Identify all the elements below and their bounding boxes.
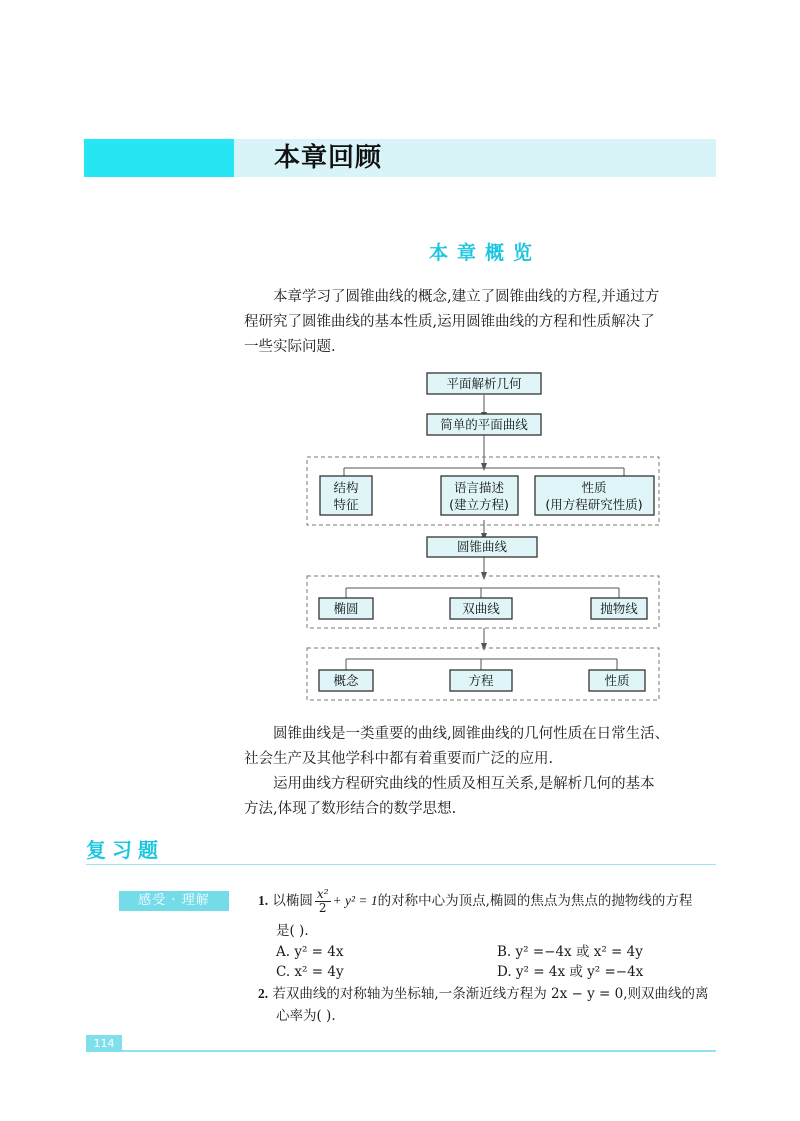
node-properties-line2: (用方程研究性质) — [545, 497, 643, 512]
option-b[interactable]: B. y² =−4x 或 x² = 4y — [497, 944, 643, 960]
node-hyperbola: 双曲线 — [462, 601, 500, 616]
node-ellipse: 椭圆 — [333, 601, 359, 616]
para2-line-2: 社会生产及其他学科中都有着重要而广泛的应用. — [244, 751, 554, 767]
node-properties-line1: 性质 — [581, 480, 607, 495]
chapter-header-accent — [84, 139, 234, 177]
node-plane-analytic-geometry: 平面解析几何 — [446, 376, 522, 391]
question-2-line-2: 心率为( ). — [276, 1008, 336, 1024]
node-language-line1: 语言描述 — [453, 480, 505, 495]
review-title: 复习题 — [86, 838, 164, 862]
question-1-post: 的对称中心为顶点,椭圆的焦点为焦点的抛物线的方程 — [377, 893, 693, 909]
option-a[interactable]: A. y² = 4x — [276, 944, 344, 960]
question-2-line-1 — [258, 984, 709, 1004]
node-conic-sections: 圆锥曲线 — [456, 539, 508, 554]
review-divider — [86, 864, 716, 865]
question-2-text: 若双曲线的对称轴为坐标轴,一条渐近线方程为 2x − y = 0,则双曲线的离 — [272, 986, 709, 1002]
fraction-denominator: 2 — [318, 901, 327, 915]
chapter-title: 本章回顾 — [274, 143, 383, 173]
paragraph-methods — [244, 772, 714, 822]
node-concept: 概念 — [333, 673, 359, 688]
node-parabola: 抛物线 — [600, 601, 638, 616]
intro-line-2: 程研究了圆锥曲线的基本性质,运用圆锥曲线的方程和性质解决了 — [244, 314, 655, 330]
footer-rule — [122, 1050, 716, 1052]
intro-line-1: 本章学习了圆锥曲线的概念,建立了圆锥曲线的方程,并通过方 — [273, 289, 660, 305]
option-c[interactable]: C. x² = 4y — [276, 964, 344, 980]
node-simple-plane-curves: 简单的平面曲线 — [440, 417, 528, 432]
paragraph-applications — [244, 722, 714, 772]
fraction-numerator: x² — [316, 887, 329, 901]
fraction — [315, 888, 331, 915]
question-1-number: 1. — [258, 893, 269, 908]
para3-line-2: 方法,体现了数形结合的数学思想. — [244, 801, 457, 817]
node-structure-line1: 结构 — [333, 480, 359, 495]
overview-title: 本章概览 — [428, 242, 541, 264]
page-number: 114 — [93, 1037, 115, 1050]
question-2-number: 2. — [258, 986, 269, 1001]
section-tag: 感受 · 理解 — [119, 891, 229, 911]
node-language-line2: (建立方程) — [449, 497, 509, 512]
intro-paragraph — [244, 285, 714, 360]
node-property: 性质 — [604, 673, 630, 688]
question-1-pre: 以椭圆 — [272, 893, 313, 909]
intro-line-3: 一些实际问题. — [244, 339, 336, 355]
node-structure-line2: 特征 — [333, 497, 359, 512]
para2-line-1: 圆锥曲线是一类重要的曲线,圆锥曲线的几何性质在日常生活、 — [273, 726, 670, 742]
question-1-line-1 — [258, 884, 692, 918]
para3-line-1: 运用曲线方程研究曲线的性质及相互关系,是解析几何的基本 — [273, 776, 655, 792]
node-equation: 方程 — [468, 673, 494, 688]
option-d[interactable]: D. y² = 4x 或 y² =−4x — [497, 964, 644, 980]
question-1-equation: + y² = 1 — [332, 893, 378, 908]
question-1-line-2: 是( ). — [276, 923, 309, 939]
